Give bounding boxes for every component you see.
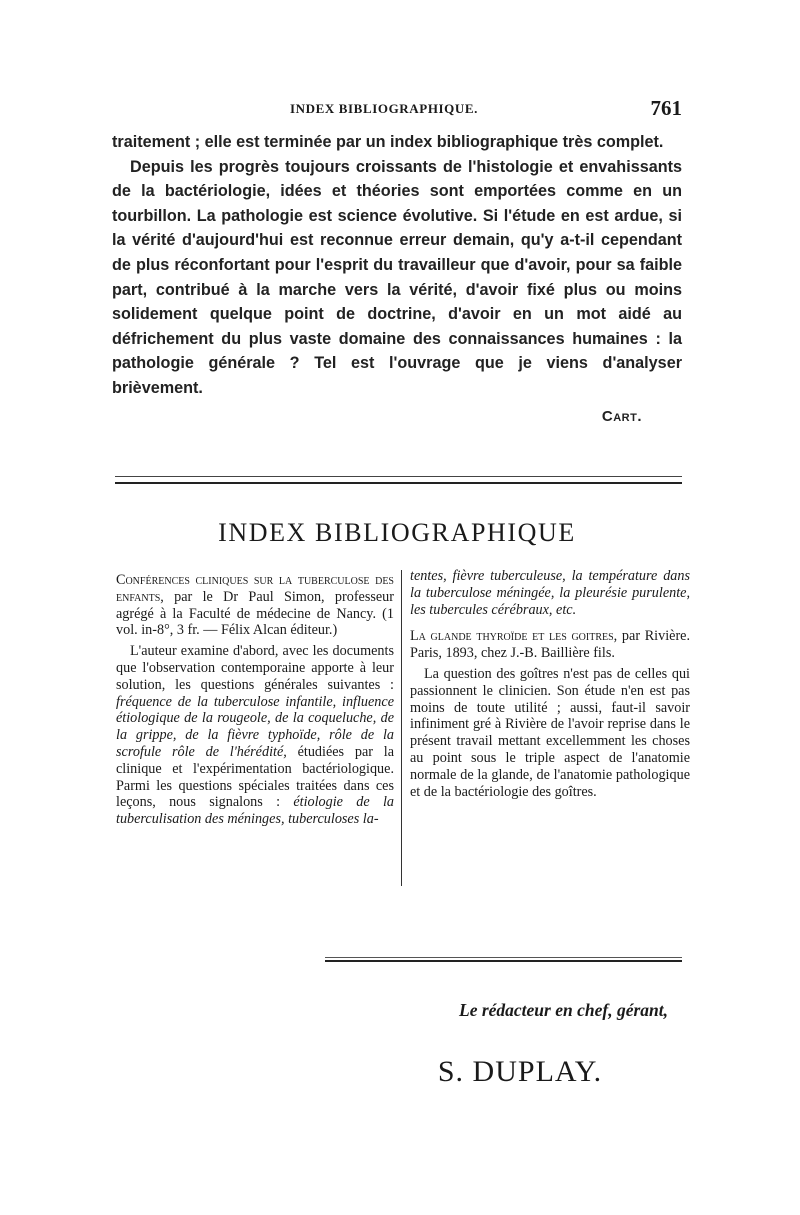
review-paragraph: traitement ; elle est terminée par un index bibliographique très complet.	[112, 133, 664, 151]
review-conclusion	[112, 130, 682, 429]
index-entry	[410, 628, 690, 662]
index-entry	[116, 572, 394, 639]
running-header	[112, 98, 682, 120]
index-column-right	[410, 568, 690, 800]
column-divider	[401, 570, 402, 886]
entry-body	[116, 643, 394, 828]
entry-title: La glande thyroïde et les goitres,	[410, 628, 618, 645]
entry-topics: tentes, fièvre tuberculeuse, la température dans la tuberculose méningée, la pleurésie purulente, les tubercules cérébraux, etc.	[410, 568, 690, 618]
closing-divider	[325, 957, 682, 963]
editor-title: Le rédacteur en chef, gérant,	[459, 1000, 668, 1020]
entry-topics: fréquence de la tuberculose infantile, influence étiologique de la rougeole, de la coqueluche, de la grippe, de la fièvre typhoïde, rôle de la scrofule rôle de l'hérédité,	[116, 693, 394, 760]
running-title: INDEX BIBLIOGRAPHIQUE.	[290, 101, 479, 116]
entry-body: La question des goîtres n'est pas de celles qui passionnent le clinicien. Son étude n'en est pas moins de toute utilité ; aussi, faut-il savoir infiniment gré à Rivière de l'avoir reprise dans le présent travail mettant excellemment les choses au point sous le triple aspect de l'anatomie normale de la glande, de l'anatomie pathologique et de la bactériologie des goîtres.	[410, 665, 690, 800]
review-paragraph: Depuis les progrès toujours croissants de l'histologie et envahissants de la bactériologie, idées et théories sont emportées comme en un tourbillon. La pathologie est science évolutive. Si l'étude en est ardue, si la vérité d'aujourd'hui est reconnue erreur demain, qu'y a-t-il cependant de plus réconfortant pour l'esprit du travailleur que d'avoir, pour sa faible part, contribué à la marche vers la vérité, d'avoir fixé plus ou moins solidement quelque point de doctrine, d'avoir en un mot aidé au défrichement du plus vaste domaine des connaissances humaines : la pathologie générale ? Tel est l'ouvrage que je viens d'analyser brièvement.	[112, 157, 682, 397]
page-number: 761	[650, 96, 682, 120]
entry-body-text: étudiées par la clinique et l'expérimentation bactériologique. Parmi les questions spéciales traitées dans ces leçons, nous signalons :	[116, 743, 395, 811]
section-divider	[115, 476, 682, 485]
index-column-left	[116, 568, 394, 828]
entry-details: par le Dr Paul Simon, professeur agrégé à la Faculté de médecine de Nancy. (1 vol. in-8°, 3 fr. — Félix Alcan éditeur.)	[116, 588, 394, 639]
review-signature: Cart.	[601, 407, 642, 425]
entry-title: Conférences cliniques sur la tuberculose des enfants,	[116, 572, 394, 605]
entry-body-text: L'auteur examine d'abord, avec les documents que l'observation contemporaine apporte à leur solution, les questions générales suivantes :	[116, 643, 394, 693]
section-heading: INDEX BIBLIOGRAPHIQUE	[218, 518, 576, 547]
entry-topics: étiologie de la tuberculisation des méninges, tuberculoses la-	[116, 794, 394, 828]
entry-details: par Rivière. Paris, 1893, chez J.-B. Baillière fils.	[410, 628, 691, 662]
editor-name: S. DUPLAY.	[437, 1055, 603, 1088]
entry-body-continued	[410, 568, 690, 618]
